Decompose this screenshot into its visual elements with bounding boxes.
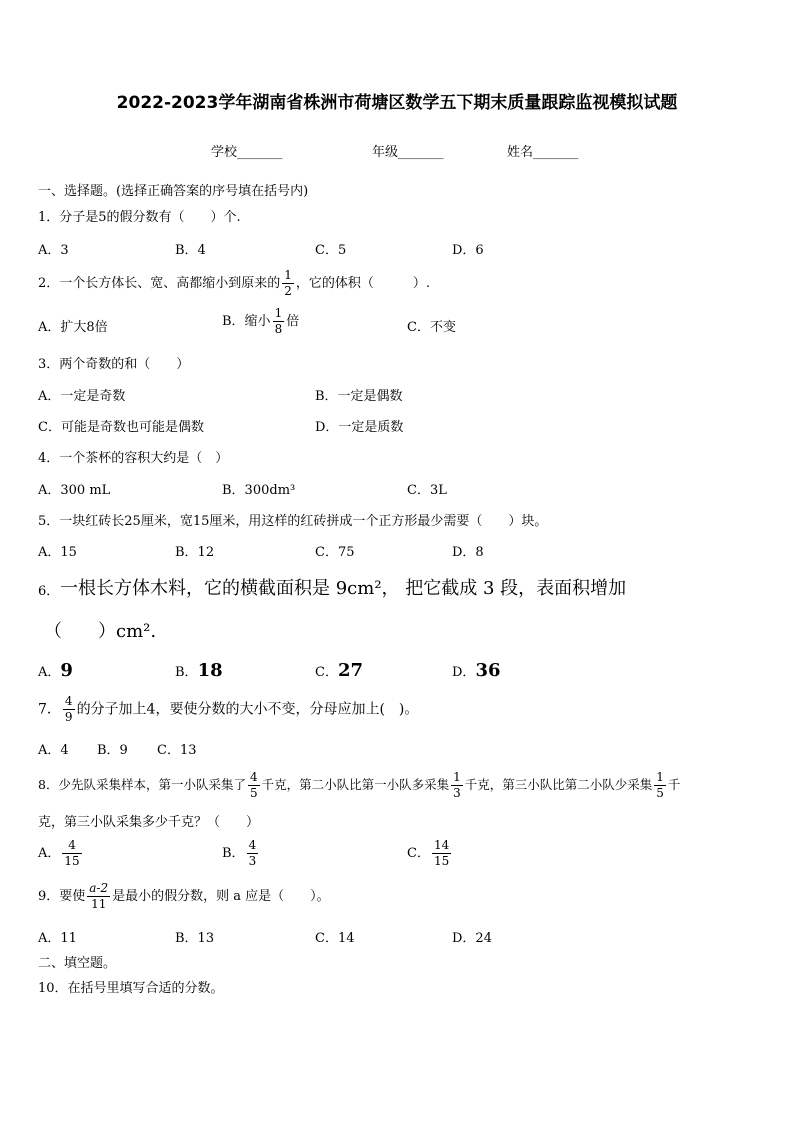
question-8-line1: 8．少先队采集样本，第一小队采集了 $\frac{4}{5}$ 千克，第二小队比第一小队多采集 $\frac{1}{3}$ 千克，第三小队比第二小队少采集 $\frac{1}{5}$ 千: [38, 770, 681, 800]
q6-option-a: A．9: [38, 660, 73, 681]
question-8-line2: 克，第三小队采集多少千克？（ ）: [38, 815, 260, 830]
q4-option-a: A．300 mL: [38, 483, 111, 498]
page-title: 2022-2023学年湖南省株洲市荷塘区数学五下期末质量跟踪监视模拟试题: [116, 93, 678, 113]
q1-option-d: D．6: [452, 243, 484, 258]
q8-option-b: B． $\frac{4}{3}$: [222, 838, 257, 868]
section-2-heading: 二、填空题。: [38, 956, 117, 971]
q2-option-b: B．缩小 $\frac{1}{8}$ 倍: [222, 306, 300, 336]
q5-option-a: A．15: [38, 545, 77, 560]
q3-option-b: B．一定是偶数: [315, 389, 403, 404]
q2-fraction: $\frac{1}{2}$: [284, 268, 292, 298]
q6-number: 6．: [38, 584, 60, 599]
grade-field: 年级_______: [372, 145, 444, 160]
q9-option-c: C．14: [315, 931, 355, 946]
q3-option-c: C．可能是奇数也可能是偶数: [38, 420, 204, 435]
q2-text-pre: 2．一个长方体长、宽、高都缩小到原来的: [38, 276, 281, 291]
q5-option-b: B．12: [175, 545, 215, 560]
q5-option-d: D．8: [452, 545, 484, 560]
q6-option-d: D．36: [452, 660, 501, 681]
q3-option-d: D．一定是质数: [315, 420, 404, 435]
q7-option-c: C．13: [157, 743, 197, 758]
q4-option-c: C．3L: [407, 483, 447, 498]
q9-option-d: D．24: [452, 931, 492, 946]
question-1: 1．分子是5的假分数有（ ）个.: [38, 210, 241, 225]
q1-option-b: B．4: [175, 243, 206, 258]
q2-option-a: A．扩大8倍: [38, 320, 108, 335]
q1-option-c: C．5: [315, 243, 347, 258]
q4-option-b: B．300dm³: [222, 483, 296, 498]
question-9: 9．要使 $\frac{a-2}{11}$ 是最小的假分数，则 a 应是（ ）。: [38, 881, 330, 911]
q8-option-a: A． $\frac{4}{15}$: [38, 838, 80, 868]
q6-option-c: C．27: [315, 660, 364, 681]
question-7: 7． $\frac{4}{9}$ 的分子加上4，要使分数的大小不变，分母应加上( )。: [38, 694, 419, 724]
q2-text-post: ，它的体积（ ）.: [295, 276, 431, 291]
question-4: 4．一个茶杯的容积大约是（ ）: [38, 451, 229, 466]
q7-option-b: B．9: [97, 743, 128, 758]
q9-option-b: B．13: [175, 931, 215, 946]
q5-option-c: C．75: [315, 545, 355, 560]
question-2: [38, 268, 430, 299]
question-3: 3．两个奇数的和（ ）: [38, 357, 190, 372]
q9-option-a: A．11: [38, 931, 77, 946]
q7-option-a: A．4: [38, 743, 69, 758]
q1-option-a: A．3: [38, 243, 69, 258]
q3-option-a: A．一定是奇数: [38, 389, 126, 404]
question-6-line1: 一根长方体木料，它的横截面积是 9cm²， 把它截成 3 段，表面积增加: [60, 578, 627, 599]
q8-option-c: C． $\frac{14}{15}$: [407, 838, 450, 868]
q6-option-b: B．18: [175, 660, 223, 681]
question-6-line2: （ ）cm².: [44, 621, 157, 642]
question-10: 10．在括号里填写合适的分数。: [38, 981, 224, 996]
q2-option-c: C．不变: [407, 320, 456, 335]
name-field: 姓名_______: [507, 145, 579, 160]
school-field: 学校_______: [211, 145, 283, 160]
question-5: 5．一块红砖长25厘米，宽15厘米，用这样的红砖拼成一个正方形最少需要（ ）块。: [38, 514, 548, 529]
section-1-heading: 一、选择题。(选择正确答案的序号填在括号内): [38, 184, 309, 199]
